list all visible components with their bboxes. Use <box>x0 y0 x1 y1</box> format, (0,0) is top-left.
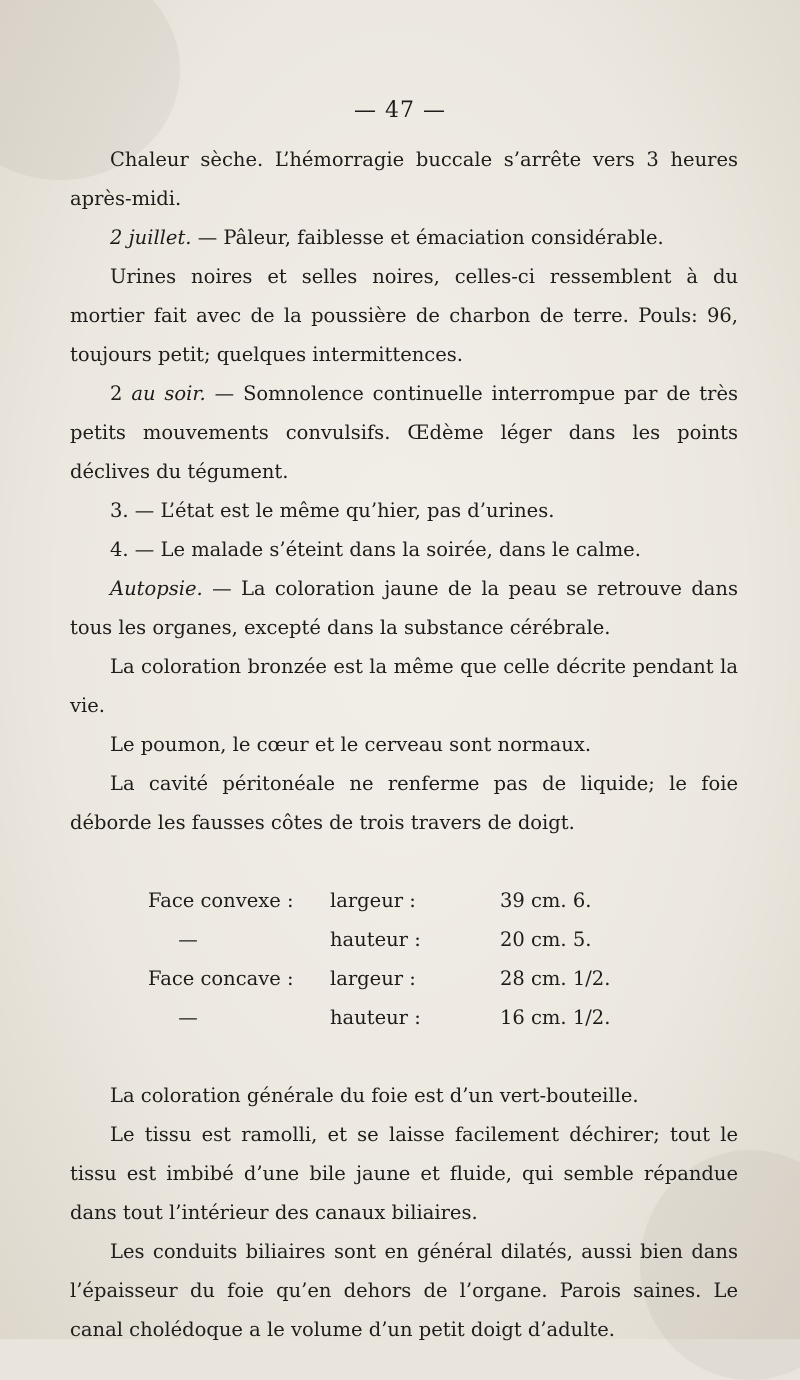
measurement-row: — hauteur : 16 cm. 1/2. <box>178 1006 611 1029</box>
paragraph-5: 3. — L’état est le même qu’hier, pas d’urines. <box>110 499 555 522</box>
body-text <box>70 140 738 1349</box>
measurement-row: Face convexe : largeur : 39 cm. 6. <box>148 889 592 912</box>
measurement-row: Face concave : largeur : 28 cm. 1/2. <box>148 967 611 990</box>
paragraph-2: 2 juillet. — Pâleur, faiblesse et émaciation considérable. <box>110 226 664 249</box>
spacer <box>70 1037 738 1076</box>
section-label: Autopsie. <box>110 577 203 600</box>
paragraph-3: Urines noires et selles noires, celles-ci ressemblent à du mortier fait avec de la poussière de charbon de terre. Pouls: 96, toujours petit; quelques intermittences. <box>70 265 738 366</box>
paragraph-1: Chaleur sèche. L’hémorragie buccale s’arrête vers 3 heures après-midi. <box>70 148 738 210</box>
liver-measurements <box>148 881 738 1037</box>
spacer <box>70 842 738 881</box>
measurement-row: — hauteur : 20 cm. 5. <box>178 928 592 951</box>
paragraph-6: 4. — Le malade s’éteint dans la soirée, dans le calme. <box>110 538 641 561</box>
paragraph-10: La cavité péritonéale ne renferme pas de liquide; le foie déborde les fausses côtes de trois travers de doigt. <box>70 772 738 834</box>
paragraph-7: Autopsie. — La coloration jaune de la peau se retrouve dans tous les organes, excepté dans la substance cérébrale. <box>70 577 738 639</box>
paragraph-11: La coloration générale du foie est d’un vert-bouteille. <box>110 1084 639 1107</box>
paragraph-13: Les conduits biliaires sont en général dilatés, aussi bien dans l’épaisseur du foie qu’en dehors de l’organe. Parois saines. Le canal cholédoque a le volume d’un petit doigt d’adulte. <box>70 1240 738 1341</box>
time-label: au soir. <box>131 382 206 405</box>
date-label: 2 juillet. <box>110 226 192 249</box>
page-number: — 47 — <box>354 98 446 123</box>
paragraph-4: 2 au soir. — Somnolence continuelle interrompue par de très petits mouvements convulsifs. Œdème léger dans les points déclives du tégument. <box>70 382 738 483</box>
paragraph-8: La coloration bronzée est la même que celle décrite pendant la vie. <box>70 655 738 717</box>
paragraph-12: Le tissu est ramolli, et se laisse facilement déchirer; tout le tissu est imbibé d’une bile jaune et fluide, qui semble répandue dans tout l’intérieur des canaux biliaires. <box>70 1123 738 1224</box>
paragraph-9: Le poumon, le cœur et le cerveau sont normaux. <box>110 733 592 756</box>
